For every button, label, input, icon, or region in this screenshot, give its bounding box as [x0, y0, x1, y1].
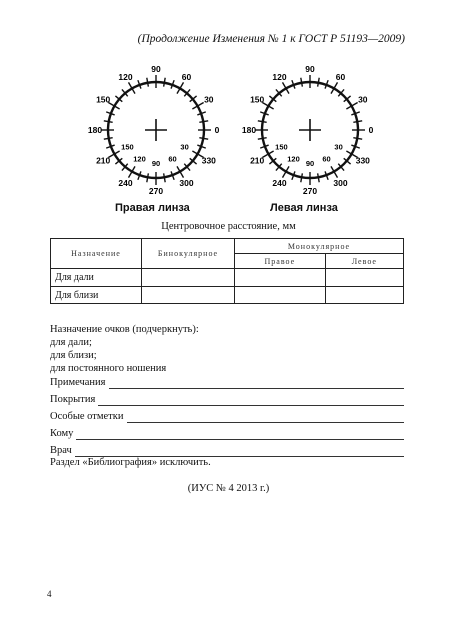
dial-tick: [147, 78, 149, 87]
purpose-option-constant[interactable]: для постоянного ношения: [50, 363, 167, 374]
dial-outer-label: 30: [358, 94, 368, 105]
dial-outer-label: 210: [250, 155, 265, 166]
dial-tick: [104, 121, 113, 123]
dial-outer-label: 210: [96, 155, 111, 166]
dial-tick: [353, 138, 362, 140]
dial-tick: [301, 78, 303, 87]
doctor-field[interactable]: Врач: [50, 444, 404, 457]
purpose-option-near[interactable]: для близи;: [50, 350, 97, 361]
row-far-binocular[interactable]: [142, 269, 235, 287]
page-header: (Продолжение Изменения № 1 к ГОСТ Р 51193—2009): [137, 33, 405, 45]
coatings-field[interactable]: Покрытия: [50, 393, 404, 406]
dial-tick: [164, 78, 166, 87]
dial-tick: [199, 121, 208, 123]
dial-outer-label: 300: [179, 177, 194, 188]
prescription-table: [50, 238, 404, 304]
dial-outer-label: 150: [96, 94, 111, 105]
dial-outer-label: 300: [333, 177, 348, 188]
recipient-field[interactable]: Кому: [50, 427, 404, 440]
right-lens-label: Правая линза: [115, 202, 190, 214]
dial-outer-label: 0: [368, 125, 374, 135]
row-near-left[interactable]: [325, 287, 403, 304]
form-section: [50, 323, 404, 457]
notes-field[interactable]: Примечания: [50, 376, 404, 389]
dial-outer-label: 180: [87, 125, 103, 135]
dial-outer-label: 150: [250, 94, 265, 105]
dial-tick: [258, 121, 267, 123]
dial-outer-label: 180: [241, 125, 257, 135]
right-lens-dial: [88, 64, 220, 196]
bibliography-note: Раздел «Библиография» исключить.: [50, 457, 211, 468]
col-purpose-header: Назначение: [51, 239, 142, 269]
dial-inner-label: 90: [151, 159, 161, 168]
dial-tick: [318, 78, 320, 87]
dial-outer-label: 90: [305, 64, 315, 74]
dial-outer-label: 60: [181, 72, 192, 83]
dial-tick: [258, 138, 267, 140]
dial-outer-label: 90: [151, 64, 161, 74]
row-far-left[interactable]: [325, 269, 403, 287]
dial-outer-label: 240: [272, 177, 287, 188]
col-binocular-header: Бинокулярное: [142, 239, 235, 269]
dial-inner-label: 30: [180, 142, 189, 152]
row-near-label: Для близи: [51, 287, 142, 304]
col-left-header: Левое: [325, 254, 403, 269]
ius-reference: (ИУС № 4 2013 г.): [187, 483, 270, 494]
dial-inner-label: 90: [305, 159, 315, 168]
dial-outer-label: 330: [201, 155, 216, 166]
dial-tick: [164, 173, 166, 182]
dial-tick: [147, 173, 149, 182]
row-far-right[interactable]: [235, 269, 326, 287]
dial-tick: [104, 138, 113, 140]
purpose-option-far[interactable]: для дали;: [50, 337, 92, 348]
col-right-header: Правое: [235, 254, 326, 269]
dial-outer-label: 270: [302, 186, 318, 196]
dial-outer-label: 120: [118, 72, 133, 83]
dial-tick: [318, 173, 320, 182]
dial-outer-label: 240: [118, 177, 133, 188]
dial-outer-label: 120: [272, 72, 287, 83]
dial-tick: [353, 121, 362, 123]
dial-tick: [199, 138, 208, 140]
special-marks-field[interactable]: Особые отметки: [50, 410, 404, 423]
left-lens-dial: [242, 64, 374, 196]
dial-outer-label: 30: [204, 94, 214, 105]
page-number: 4: [47, 589, 52, 599]
dial-outer-label: 270: [148, 186, 164, 196]
dial-inner-label: 30: [334, 142, 343, 152]
left-lens-label: Левая линза: [270, 202, 338, 214]
dial-outer-label: 0: [214, 125, 220, 135]
dial-inner-label: 120: [133, 154, 146, 164]
dial-outer-label: 330: [355, 155, 370, 166]
dial-outer-label: 60: [335, 72, 346, 83]
dial-inner-label: 60: [168, 154, 177, 164]
col-monocular-header: Монокулярное: [235, 239, 404, 254]
centering-distance-caption: Центровочное расстояние, мм: [161, 221, 296, 232]
dial-inner-label: 120: [287, 154, 300, 164]
dial-inner-label: 150: [275, 142, 288, 152]
row-near-right[interactable]: [235, 287, 326, 304]
dial-tick: [301, 173, 303, 182]
row-far-label: Для дали: [51, 269, 142, 287]
purpose-title: Назначение очков (подчеркнуть):: [50, 324, 199, 335]
lens-dials: [0, 0, 457, 230]
dial-inner-label: 150: [121, 142, 134, 152]
dial-inner-label: 60: [322, 154, 331, 164]
row-near-binocular[interactable]: [142, 287, 235, 304]
